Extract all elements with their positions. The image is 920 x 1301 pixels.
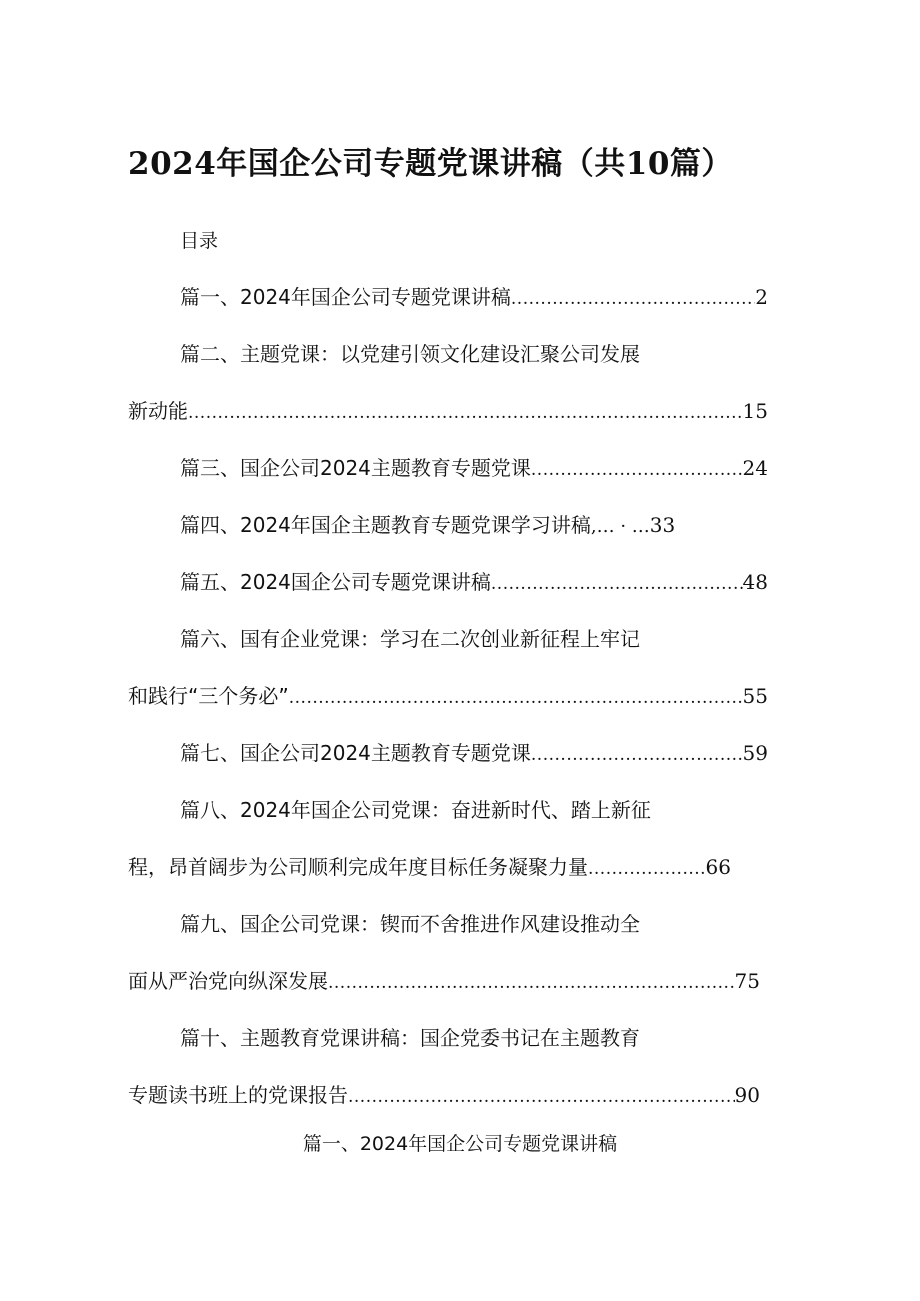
toc-entry-6[interactable] xyxy=(180,624,640,654)
toc-entry-7[interactable] xyxy=(180,738,768,768)
toc-entry-label-continued: 新动能 xyxy=(128,399,188,423)
toc-entry-page: 59 xyxy=(742,741,768,765)
toc-entry-9[interactable] xyxy=(180,909,640,939)
toc-entry-page: 66 xyxy=(705,855,731,879)
toc-entry-label-continued: 面从严治党向纵深发展 xyxy=(128,969,328,993)
toc-entry-label: 篇十、主题教育党课讲稿：国企党委书记在主题教育 xyxy=(180,1026,640,1050)
toc-entry-label: 篇七、国企公司2024主题教育专题党课 xyxy=(180,741,531,765)
toc-entry-label-continued: 和践行“三个务必” xyxy=(128,684,289,708)
toc-entry-label: 篇一、2024年国企公司专题党课讲稿 xyxy=(180,285,511,309)
toc-leader-dots xyxy=(531,455,743,485)
toc-leader-dots xyxy=(511,284,755,314)
toc-entry-4[interactable] xyxy=(180,510,675,540)
toc-entry-page: 24 xyxy=(742,456,768,480)
toc-entry-label: 篇二、主题党课：以党建引领文化建设汇聚公司发展 xyxy=(180,342,640,366)
toc-entry-2[interactable] xyxy=(180,339,640,369)
toc-entry-page: 2 xyxy=(755,285,768,309)
toc-entry-10[interactable] xyxy=(180,1023,640,1053)
toc-leader-dots xyxy=(188,398,743,428)
document-title: 2024年国企公司专题党课讲稿（共10篇） xyxy=(128,146,733,182)
toc-entry-label: 篇五、2024国企公司专题党课讲稿 xyxy=(180,570,491,594)
toc-entry-label-continued: 程，昂首阔步为公司顺利完成年度目标任务凝聚力量 xyxy=(128,855,588,879)
toc-entry-8-continued[interactable] xyxy=(128,852,731,882)
toc-entry-9-continued[interactable] xyxy=(128,966,760,996)
toc-entry-page: 48 xyxy=(742,570,768,594)
toc-entry-5[interactable] xyxy=(180,567,768,597)
toc-entry-page: 15 xyxy=(742,399,768,423)
toc-entry-2-continued[interactable] xyxy=(128,396,768,426)
toc-leader-dots xyxy=(328,968,735,998)
toc-entry-page: 55 xyxy=(742,684,768,708)
toc-entry-label: 篇九、国企公司党课：锲而不舍推进作风建设推动全 xyxy=(180,912,640,936)
toc-entry-page: 75 xyxy=(734,969,760,993)
toc-entry-label-continued: 专题读书班上的党课报告 xyxy=(128,1083,348,1107)
toc-leader-dots xyxy=(491,569,743,599)
toc-entry-label: 篇四、2024年国企主题教育专题党课学习讲稿 xyxy=(180,513,591,537)
toc-leader-dots xyxy=(588,854,706,884)
toc-entry-label: 篇八、2024年国企公司党课：奋进新时代、踏上新征 xyxy=(180,798,651,822)
toc-entry-8[interactable] xyxy=(180,795,651,825)
toc-entry-3[interactable] xyxy=(180,453,768,483)
toc-entry-page: 90 xyxy=(734,1083,760,1107)
toc-leader-dots xyxy=(531,740,743,770)
toc-leader-irregular: ,… · … xyxy=(590,516,650,537)
toc-entry-label: 篇三、国企公司2024主题教育专题党课 xyxy=(180,456,531,480)
toc-entry-10-continued[interactable] xyxy=(128,1080,760,1110)
toc-entry-6-continued[interactable] xyxy=(128,681,768,711)
section-heading: 篇一、2024年国企公司专题党课讲稿 xyxy=(302,1133,618,1155)
toc-leader-dots xyxy=(348,1082,735,1112)
toc-leader-dots xyxy=(289,683,743,713)
toc-entry-1[interactable] xyxy=(180,282,768,312)
toc-entry-page: 33 xyxy=(649,513,676,537)
toc-heading: 目录 xyxy=(180,230,219,252)
toc-entry-label: 篇六、国有企业党课：学习在二次创业新征程上牢记 xyxy=(180,627,640,651)
